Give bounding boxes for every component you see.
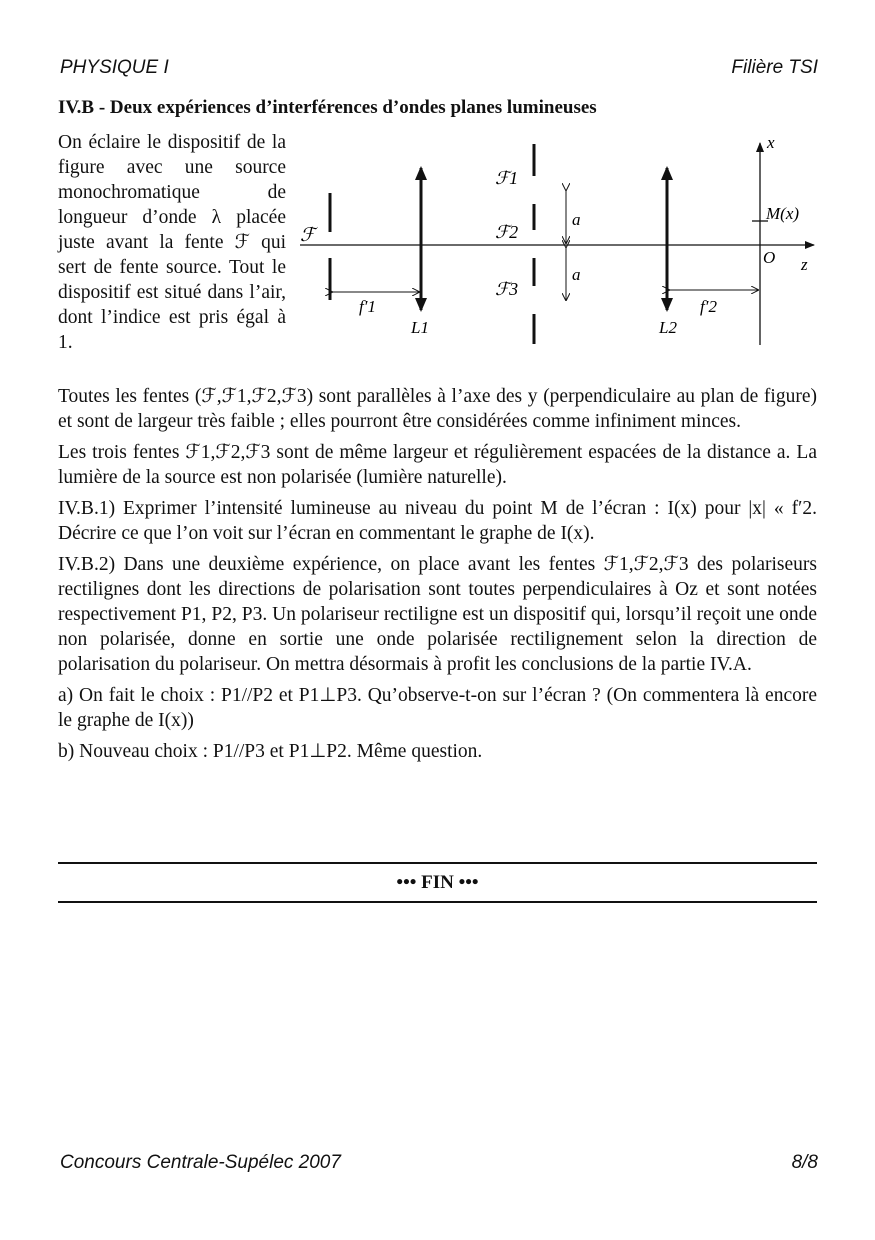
label-focal-2: f′2 [700,297,717,316]
label-point-m: M(x) [766,204,800,223]
footer-contest: Concours Centrale-Supélec 2007 [60,1152,341,1173]
label-lens-2: L2 [659,318,677,337]
section-title: IV.B - Deux expériences d’interférences d’ondes planes lumineuses [58,97,597,118]
optical-setup-figure [296,130,826,355]
label-slit-1: ℱ1 [495,168,519,188]
label-slit-2: ℱ2 [495,222,519,242]
paragraph-spacing: Les trois fentes ℱ1,ℱ2,ℱ3 sont de même largeur et régulièrement espacées de la distance a. La lumière de la source est non polarisée (lumière naturelle). [58,442,817,488]
question-iv-b-2: IV.B.2) Dans une deuxième expérience, on place avant les fentes ℱ1,ℱ2,ℱ3 des polariseurs rectilignes dont les directions de polarisation sont toutes perpendiculaires à Oz et sont notées respectivement P1, P2, P3. Un polariseur rectiligne est un dispositif qui, lorsqu’il reçoit une onde non polarisée, donne en sortie une onde polarisée rectilignement selon la direction de polarisation du polariseur. On mettra désormais à profit les conclusions de la partie IV.A. [58,554,817,675]
label-axis-z: z [801,255,808,274]
divider-top [58,862,817,864]
label-focal-1: f′1 [359,297,376,316]
header-track: Filière TSI [731,57,818,78]
label-origin: O [763,248,776,267]
label-axis-x: x [767,133,775,152]
label-lens-1: L1 [411,318,429,337]
label-spacing-upper: a [572,210,581,229]
paragraph-slits: Toutes les fentes (ℱ,ℱ1,ℱ2,ℱ3) sont parallèles à l’axe des y (perpendiculaire au plan de figure) et sont de largeur très faible ; elles pourront être considérées comme infiniment minces. [58,386,817,432]
intro-text: On éclaire le dispositif de la figure avec une source monochromatique de longueur d’onde λ placée juste avant la fente ℱ qui sert de fente source. Tout le dispositif est situé dans l’air, dont l’indice est pris égal à 1. [58,132,286,353]
question-b: b) Nouveau choix : P1//P3 et P1⊥P2. Même question. [58,741,483,762]
label-slit-3: ℱ3 [495,279,519,299]
main-text [58,384,817,770]
label-source-slit: ℱ [300,225,315,246]
footer-page-number: 8/8 [791,1152,818,1173]
divider-bottom [58,901,817,903]
label-spacing-lower: a [572,265,581,284]
end-mark: ••• FIN ••• [396,872,479,893]
question-a: a) On fait le choix : P1//P2 et P1⊥P3. Qu’observe-t-on sur l’écran ? (On commentera là encore le graphe de I(x)) [58,685,817,731]
header-subject: PHYSIQUE I [60,57,169,78]
question-iv-b-1: IV.B.1) Exprimer l’intensité lumineuse au niveau du point M de l’écran : I(x) pour |x| « f′2. Décrire ce que l’on voit sur l’écran en commentant le graphe de I(x). [58,498,817,544]
